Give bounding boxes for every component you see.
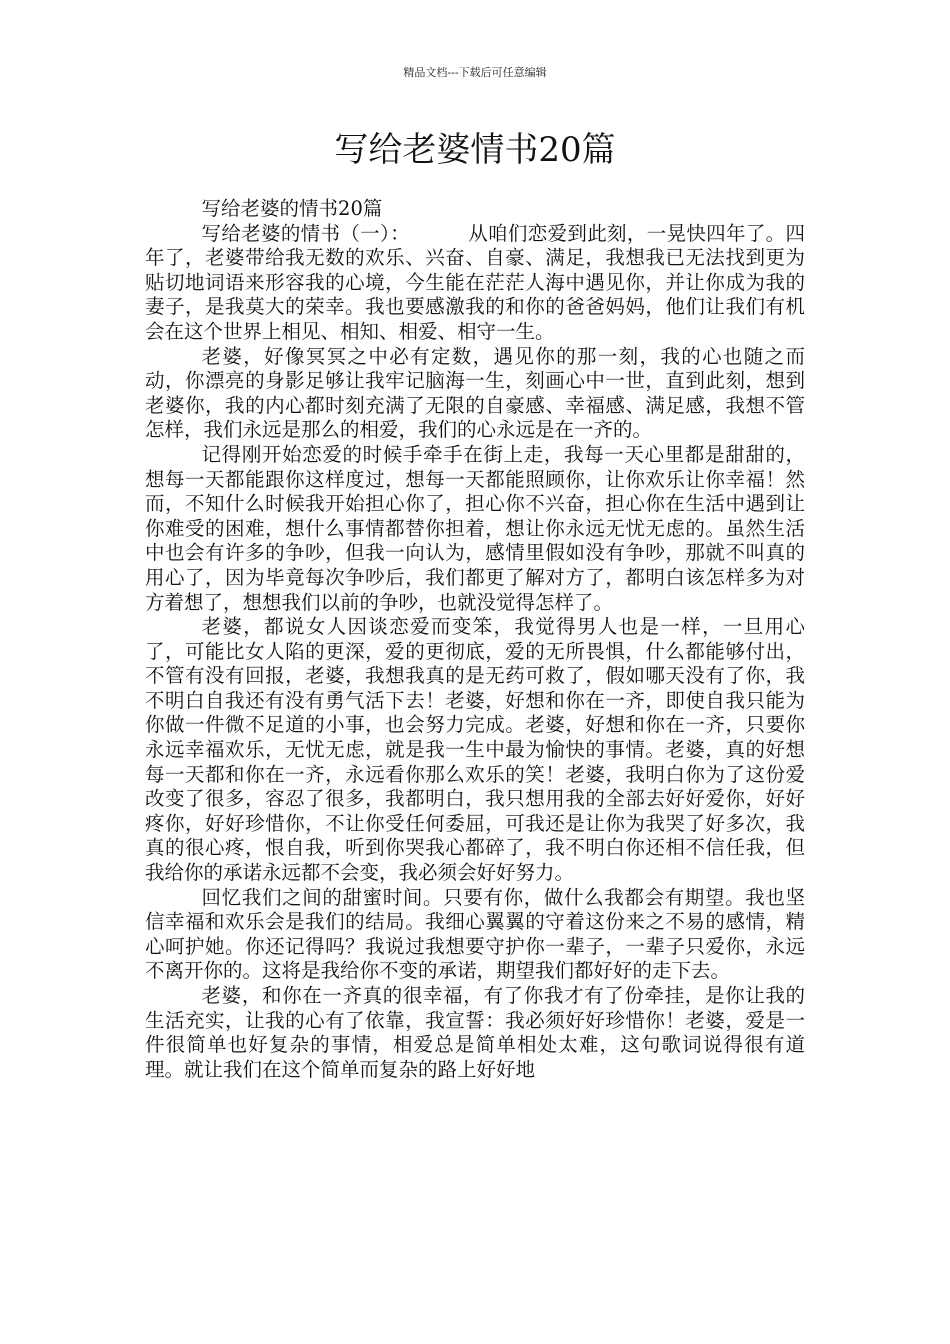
paragraph-2: 老婆，好像冥冥之中必有定数，遇见你的那一刻，我的心也随之而动，你漂亮的身影足够让我牢记脑海一生，刻画心中一世，直到此刻，想到老婆你，我的内心都时刻充满了无限的自豪感、幸福感、满足感，我想不管怎样，我们永远是那么的相爱，我们的心永远是在一齐的。 bbox=[145, 344, 805, 442]
document-title: 写给老婆情书20篇 bbox=[334, 130, 616, 170]
document-body bbox=[145, 197, 805, 1082]
paragraph-4: 老婆，都说女人因谈恋爱而变笨，我觉得男人也是一样，一旦用心了，可能比女人陷的更深，爱的更彻底，爱的无所畏惧，什么都能够付出，不管有没有回报，老婆，我想我真的是无药可救了，假如哪天没有了你，我不明白自我还有没有勇气活下去！老婆，好想和你在一齐，即使自我只能为你做一件微不足道的小事，也会努力完成。老婆，好想和你在一齐，只要你永远幸福欢乐，无忧无虑，就是我一生中最为愉快的事情。老婆，真的好想每一天都和你在一齐，永远看你那么欢乐的笑！老婆，我明白你为了这份爱改变了很多，容忍了很多，我都明白，我只想用我的全部去好好爱你，好好疼你，好好珍惜你，不让你受任何委屈，可我还是让你为我哭了好多次，我真的很心疼，恨自我，听到你哭我心都碎了，我不明白你还相不信任我，但我给你的承诺永远都不会变，我必须会好好努力。 bbox=[145, 615, 805, 885]
paragraph-1 bbox=[145, 222, 805, 345]
paragraph-1-text: 从咱们恋爱到此刻，一晃快四年了。四年了，老婆带给我无数的欢乐、兴奋、自豪、满足，我想我已无法找到更为贴切地词语来形容我的心境，今生能在茫茫人海中遇见你，并让你成为我的妻子，是我莫大的荣幸。我也要感激我的和你的爸爸妈妈，他们让我们有机会在这个世界上相见、相知、相爱、相守一生。 bbox=[145, 221, 805, 343]
document-subtitle: 写给老婆的情书20篇 bbox=[201, 197, 383, 220]
paragraph-6: 老婆，和你在一齐真的很幸福，有了你我才有了份牵挂，是你让我的生活充实，让我的心有了依靠，我宣誓：我必须好好珍惜你！老婆，爱是一件很简单也好复杂的事情，相爱总是简单相处太难，这句歌词说得很有道理。就让我们在这个简单而复杂的路上好好地 bbox=[145, 984, 805, 1081]
paragraph-3: 记得刚开始恋爱的时候手牵手在街上走，我每一天心里都是甜甜的，想每一天都能跟你这样度过，想每一天都能照顾你，让你欢乐让你幸福！然而，不知什么时候我开始担心你了，担心你不兴奋，担心你在生活中遇到让你难受的困难，想什么事情都替你担着，想让你永远无忧无虑的。虽然生活中也会有许多的争吵，但我一向认为，感情里假如没有争吵，那就不叫真的用心了，因为毕竟每次争吵后，我们都更了解对方了，都明白该怎样多为对方着想了，想想我们以前的争吵，也就没觉得怎样了。 bbox=[145, 442, 805, 614]
section-label: 写给老婆的情书（一）： bbox=[201, 221, 410, 245]
paragraph-5: 回忆我们之间的甜蜜时间。只要有你，做什么我都会有期望。我也坚信幸福和欢乐会是我们的结局。我细心翼翼的守着这份来之不易的感情，精心呵护她。你还记得吗？我说过我想要守护你一辈子，一辈子只爱你，永远不离开你的。这将是我给你不变的承诺，期望我们都好好的走下去。 bbox=[145, 885, 805, 983]
page-header-note: 精品文档---下载后可任意编辑 bbox=[403, 66, 547, 79]
